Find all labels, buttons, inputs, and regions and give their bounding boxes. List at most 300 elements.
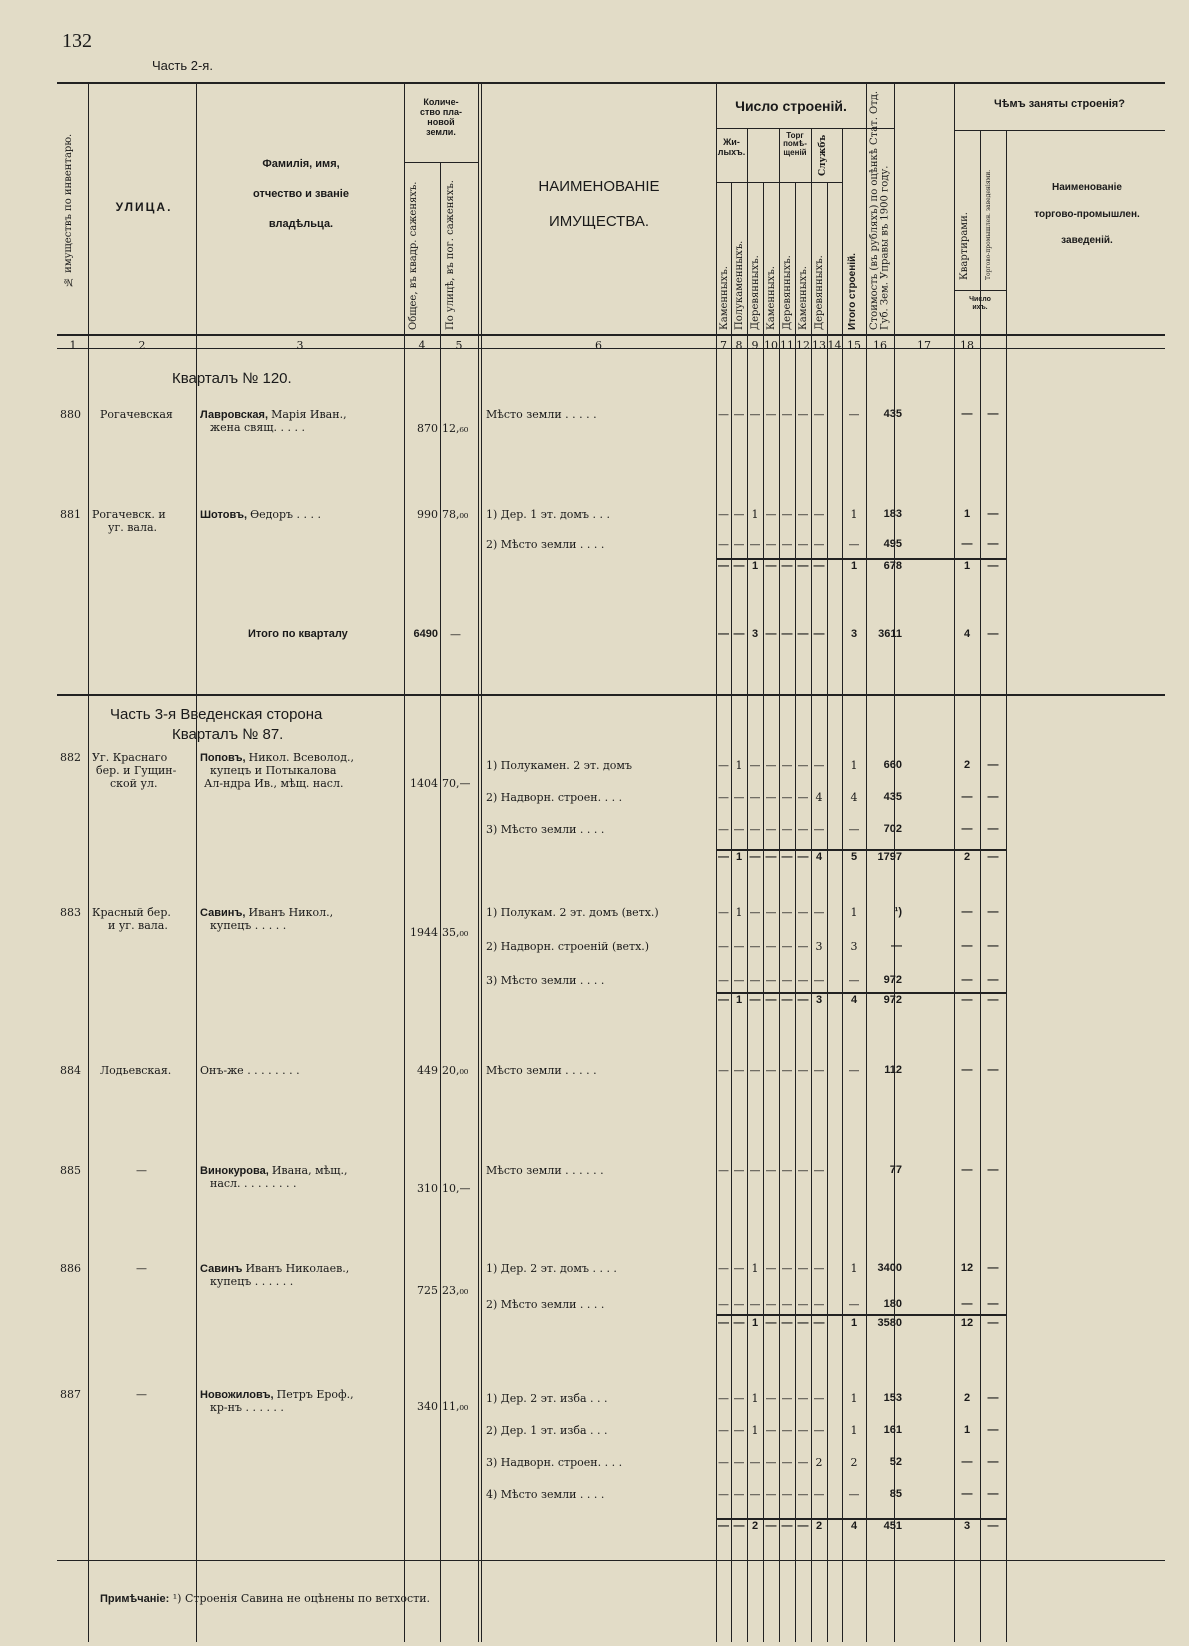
buildings-c11: — bbox=[781, 906, 793, 919]
quarter-total-label: Итого по кварталу bbox=[248, 628, 348, 640]
inventory-number: 883 bbox=[60, 906, 81, 919]
property-name: 2) Надворн. строен. . . . bbox=[486, 791, 623, 804]
buildings-c9: — bbox=[749, 1456, 761, 1469]
owner-surname: Поповъ, bbox=[200, 752, 249, 764]
buildings-c14: 4 bbox=[850, 994, 858, 1006]
cost-value: 972 bbox=[883, 994, 902, 1006]
buildings-c14: 1 bbox=[850, 1262, 858, 1275]
buildings-c11: — bbox=[781, 1262, 793, 1275]
buildings-c11: — bbox=[781, 823, 793, 836]
cost-value: 495 bbox=[883, 538, 902, 550]
street-name: Лодьевская. bbox=[100, 1064, 172, 1077]
buildings-c10: — bbox=[765, 408, 777, 421]
buildings-c10: — bbox=[765, 628, 777, 640]
buildings-c14: — bbox=[848, 1298, 860, 1311]
owner-line2: купецъ . . . . . . bbox=[210, 1275, 294, 1288]
buildings-c13: 4 bbox=[815, 851, 823, 863]
buildings-c7: — bbox=[718, 940, 729, 953]
establishments-count: — bbox=[987, 1317, 999, 1329]
buildings-c10: — bbox=[765, 940, 777, 953]
buildings-c11: — bbox=[781, 508, 793, 521]
buildings-c9: — bbox=[749, 759, 761, 772]
buildings-c13: — bbox=[813, 1164, 825, 1177]
establishments-count: — bbox=[987, 823, 999, 835]
street-name: Рогачевск. и bbox=[92, 508, 166, 521]
property-name: 1) Полукамен. 2 эт. домъ bbox=[486, 759, 632, 772]
apartments-count: 3 bbox=[963, 1520, 971, 1532]
buildings-c12: — bbox=[797, 508, 809, 521]
buildings-c9: — bbox=[749, 994, 761, 1006]
buildings-c9: 3 bbox=[751, 628, 759, 640]
buildings-c7: — bbox=[718, 1456, 729, 1469]
buildings-c14: — bbox=[848, 408, 860, 421]
buildings-c8: — bbox=[733, 538, 745, 551]
area-total: 310 bbox=[417, 1182, 438, 1195]
header-col11: Деревянныхъ. bbox=[782, 255, 793, 330]
cost-value: ¹) bbox=[894, 906, 902, 918]
buildings-c10: — bbox=[765, 1392, 777, 1405]
header-buildings-count: Число строеній. bbox=[735, 98, 847, 114]
establishments-count: — bbox=[987, 994, 999, 1006]
cost-value: 153 bbox=[883, 1392, 902, 1404]
buildings-c7: — bbox=[718, 628, 729, 640]
buildings-c12: — bbox=[797, 994, 809, 1006]
street-name: — bbox=[136, 1164, 147, 1177]
buildings-c12: — bbox=[797, 906, 809, 919]
street-frontage: 78,₀₀ bbox=[442, 508, 469, 521]
buildings-c10: — bbox=[765, 994, 777, 1006]
establishments-count: — bbox=[987, 1298, 999, 1310]
apartments-count: — bbox=[961, 791, 973, 803]
buildings-c9: — bbox=[749, 974, 761, 987]
buildings-c9: 1 bbox=[751, 508, 759, 521]
cost-value: — bbox=[891, 940, 902, 952]
buildings-c10: — bbox=[765, 851, 777, 863]
owner-name: Ивана, мѣщ., bbox=[271, 1164, 348, 1177]
buildings-c7: — bbox=[718, 974, 729, 987]
buildings-c11: — bbox=[781, 628, 793, 640]
buildings-c9: — bbox=[749, 408, 761, 421]
cost-value: 702 bbox=[883, 823, 902, 835]
buildings-c10: — bbox=[765, 1488, 777, 1501]
owner-name: Никол. Всеволод., bbox=[248, 751, 354, 764]
inventory-number: 887 bbox=[60, 1388, 81, 1401]
buildings-c13: — bbox=[813, 906, 825, 919]
buildings-c12: — bbox=[797, 628, 809, 640]
buildings-c7: — bbox=[718, 1064, 729, 1077]
header-col13: Деревянныхъ. bbox=[814, 255, 825, 330]
establishments-count: — bbox=[987, 791, 999, 803]
buildings-c13: 2 bbox=[815, 1456, 823, 1469]
buildings-c12: — bbox=[797, 1424, 809, 1437]
buildings-c13: — bbox=[813, 1488, 825, 1501]
property-name: 1) Дер. 2 эт. домъ . . . . bbox=[486, 1262, 617, 1275]
cost-value: 435 bbox=[883, 408, 902, 420]
buildings-c13: — bbox=[813, 759, 825, 772]
owner-line3: Ал-ндра Ив., мѣщ. насл. bbox=[204, 777, 344, 790]
buildings-c12: — bbox=[797, 1392, 809, 1405]
subtotal-rule bbox=[716, 1314, 1006, 1316]
area-total: 725 bbox=[417, 1284, 438, 1297]
buildings-c10: — bbox=[765, 1164, 777, 1177]
owner-name: Иванъ Николаев., bbox=[245, 1262, 350, 1275]
header-property-name: НАИМЕНОВАНІЕ ИМУЩЕСТВА. bbox=[538, 178, 660, 230]
buildings-c8: — bbox=[733, 560, 745, 572]
buildings-c10: — bbox=[765, 759, 777, 772]
buildings-c9: 1 bbox=[751, 1262, 759, 1275]
buildings-c7: — bbox=[718, 1298, 729, 1311]
apartments-count: 1 bbox=[963, 1424, 971, 1436]
buildings-c12: — bbox=[797, 560, 809, 572]
street-frontage: 35,₀₀ bbox=[442, 926, 469, 939]
buildings-c7: — bbox=[718, 791, 729, 804]
apartments-count: 2 bbox=[963, 759, 971, 771]
buildings-c8: — bbox=[733, 823, 745, 836]
owner-line2: купецъ . . . . . bbox=[210, 919, 287, 932]
establishments-count: — bbox=[987, 1520, 999, 1532]
buildings-c8: 1 bbox=[735, 759, 743, 772]
establishments-count: — bbox=[987, 759, 999, 771]
header-trade: Торг помѣ- щеній bbox=[783, 131, 807, 157]
buildings-c9: 1 bbox=[751, 1317, 759, 1329]
establishments-count: — bbox=[987, 538, 999, 550]
street-name: — bbox=[136, 1388, 147, 1401]
street-frontage: 10,— bbox=[442, 1182, 471, 1195]
area-total: 1944 bbox=[410, 926, 438, 939]
owner-surname: Винокурова, bbox=[200, 1165, 272, 1177]
buildings-c9: — bbox=[749, 851, 761, 863]
cost-value: 678 bbox=[883, 560, 902, 572]
buildings-c8: — bbox=[733, 1064, 745, 1077]
buildings-c12: — bbox=[797, 1317, 809, 1329]
buildings-c7: — bbox=[718, 560, 729, 572]
owner-line2: жена свящ. . . . . bbox=[210, 421, 306, 434]
apartments-count: — bbox=[961, 538, 973, 550]
property-name: 3) Мѣсто земли . . . . bbox=[486, 823, 605, 836]
part-3-title: Часть 3-я Введенская сторона bbox=[110, 706, 323, 723]
area-total: 340 bbox=[417, 1400, 438, 1413]
apartments-count: — bbox=[961, 906, 973, 918]
cost-value: 112 bbox=[884, 1064, 902, 1076]
street-frontage: 11,₀₀ bbox=[442, 1400, 469, 1413]
buildings-c14: 1 bbox=[850, 508, 858, 521]
apartments-count: — bbox=[961, 1488, 973, 1500]
quarter-total-front: — bbox=[450, 628, 461, 641]
buildings-c14: 1 bbox=[850, 1392, 858, 1405]
header-owner: Фамилія, имя, отчество и званіе владѣльца. bbox=[253, 158, 349, 230]
buildings-c8: — bbox=[733, 1298, 745, 1311]
property-name: 2) Надворн. строеній (ветх.) bbox=[486, 940, 650, 953]
buildings-c11: — bbox=[781, 940, 793, 953]
establishments-count: — bbox=[987, 940, 999, 952]
buildings-c14: 4 bbox=[850, 1520, 858, 1532]
buildings-c11: — bbox=[781, 1064, 793, 1077]
street-name-2: уг. вала. bbox=[108, 521, 158, 534]
establishments-count: — bbox=[987, 1456, 999, 1468]
buildings-c14: — bbox=[848, 538, 860, 551]
buildings-c13: — bbox=[813, 508, 825, 521]
header-establishment-names: Наименованіе торгово-промышлен. заведеній. bbox=[1034, 182, 1140, 246]
property-name: Мѣсто земли . . . . . bbox=[486, 1064, 597, 1077]
owner-cell bbox=[200, 508, 400, 523]
buildings-c11: — bbox=[781, 1424, 793, 1437]
buildings-c13: 3 bbox=[815, 940, 823, 953]
buildings-c7: — bbox=[718, 994, 729, 1006]
buildings-c12: — bbox=[797, 1520, 809, 1532]
buildings-c8: — bbox=[733, 940, 745, 953]
table-bottom-rule bbox=[57, 1560, 1165, 1561]
buildings-c8: 1 bbox=[735, 851, 743, 863]
buildings-c14: 1 bbox=[850, 759, 858, 772]
header-col8: Полукаменныхъ. bbox=[734, 240, 745, 330]
owner-name: Ѳедоръ . . . . bbox=[250, 508, 322, 521]
owner-line2: купецъ и Потыкалова bbox=[210, 764, 337, 777]
apartments-count: 12 bbox=[960, 1262, 974, 1274]
buildings-c8: — bbox=[733, 1262, 745, 1275]
cost-value: 1797 bbox=[877, 851, 902, 863]
apartments-count: 1 bbox=[963, 508, 971, 520]
buildings-c7: — bbox=[718, 408, 729, 421]
part-label: Часть 2-я. bbox=[152, 58, 213, 73]
buildings-c13: — bbox=[813, 560, 825, 572]
buildings-c9: — bbox=[749, 1488, 761, 1501]
buildings-c12: — bbox=[797, 791, 809, 804]
buildings-c8: — bbox=[733, 1164, 745, 1177]
property-name: 3) Надворн. строен. . . . bbox=[486, 1456, 623, 1469]
buildings-c10: — bbox=[765, 538, 777, 551]
buildings-c14: 1 bbox=[850, 906, 858, 919]
buildings-c12: — bbox=[797, 759, 809, 772]
buildings-c8: — bbox=[733, 1392, 745, 1405]
apartments-count: — bbox=[961, 940, 973, 952]
apartments-count: — bbox=[961, 823, 973, 835]
buildings-c12: — bbox=[797, 408, 809, 421]
buildings-c7: — bbox=[718, 823, 729, 836]
buildings-c10: — bbox=[765, 1298, 777, 1311]
buildings-c9: — bbox=[749, 1164, 761, 1177]
property-name: 4) Мѣсто земли . . . . bbox=[486, 1488, 605, 1501]
header-col9: Деревянныхъ. bbox=[750, 255, 761, 330]
header-apartments: Квартирами. bbox=[959, 212, 970, 280]
buildings-c14: 2 bbox=[850, 1456, 858, 1469]
apartments-count: 2 bbox=[963, 1392, 971, 1404]
cost-value: 180 bbox=[883, 1298, 902, 1310]
property-name: Мѣсто земли . . . . . bbox=[486, 408, 597, 421]
establishments-count: — bbox=[987, 560, 999, 572]
apartments-count: — bbox=[961, 1456, 973, 1468]
establishments-count: — bbox=[987, 974, 999, 986]
establishments-count: — bbox=[987, 628, 999, 640]
buildings-c13: 4 bbox=[815, 791, 823, 804]
buildings-c13: — bbox=[813, 408, 825, 421]
buildings-c9: — bbox=[749, 1298, 761, 1311]
cost-value: 972 bbox=[883, 974, 902, 986]
street-frontage: 70,— bbox=[442, 777, 471, 790]
buildings-c12: — bbox=[797, 1298, 809, 1311]
buildings-c7: — bbox=[718, 1262, 729, 1275]
buildings-c11: — bbox=[781, 759, 793, 772]
header-services: Службъ bbox=[818, 134, 828, 176]
buildings-c11: — bbox=[781, 408, 793, 421]
street-name-3: ской ул. bbox=[110, 777, 158, 790]
buildings-c10: — bbox=[765, 1317, 777, 1329]
establishments-count: — bbox=[987, 508, 999, 520]
buildings-c13: — bbox=[813, 1424, 825, 1437]
buildings-c10: — bbox=[765, 823, 777, 836]
buildings-c14: — bbox=[848, 974, 860, 987]
buildings-c9: 1 bbox=[751, 560, 759, 572]
buildings-c12: — bbox=[797, 1064, 809, 1077]
header-living: Жи- лыхъ. bbox=[717, 137, 746, 157]
apartments-count: — bbox=[961, 994, 973, 1006]
property-name: 1) Полукам. 2 эт. домъ (ветх.) bbox=[486, 906, 659, 919]
buildings-c8: — bbox=[733, 508, 745, 521]
street-name-2: бер. и Гущин- bbox=[96, 764, 177, 777]
buildings-c10: — bbox=[765, 508, 777, 521]
property-name: 3) Мѣсто земли . . . . bbox=[486, 974, 605, 987]
establishments-count: — bbox=[987, 906, 999, 918]
buildings-c9: 1 bbox=[751, 1424, 759, 1437]
quarter-87-title: Кварталъ № 87. bbox=[172, 726, 284, 743]
cost-value: 3400 bbox=[877, 1262, 902, 1274]
buildings-c12: — bbox=[797, 823, 809, 836]
cost-value: 161 bbox=[883, 1424, 902, 1436]
buildings-c7: — bbox=[718, 759, 729, 772]
street-name: Уг. Краснаго bbox=[92, 751, 168, 764]
buildings-c8: — bbox=[733, 1520, 745, 1532]
street-frontage: 23,₀₀ bbox=[442, 1284, 469, 1297]
owner-line2: кр-нъ . . . . . . bbox=[210, 1401, 284, 1414]
buildings-c11: — bbox=[781, 1317, 793, 1329]
buildings-c9: 1 bbox=[751, 1392, 759, 1405]
buildings-c9: — bbox=[749, 538, 761, 551]
buildings-c9: — bbox=[749, 791, 761, 804]
establishments-count: — bbox=[987, 1488, 999, 1500]
buildings-c11: — bbox=[781, 538, 793, 551]
street-name: — bbox=[136, 1262, 147, 1275]
buildings-c8: — bbox=[733, 1456, 745, 1469]
owner-name: Петръ Ероф., bbox=[276, 1388, 354, 1401]
buildings-c13: — bbox=[813, 1298, 825, 1311]
apartments-count: 12 bbox=[960, 1317, 974, 1329]
buildings-c11: — bbox=[781, 1488, 793, 1501]
header-col14: Итого строеній. bbox=[847, 253, 858, 330]
owner-surname: Шотовъ, bbox=[200, 509, 251, 521]
owner-line2: насл. . . . . . . . . bbox=[210, 1177, 297, 1190]
header-cost: Стоимость (въ рубляхъ) по оцѣнкѣ Стат. Отд. Губ. Зем. Управы въ 1900 году. bbox=[869, 90, 891, 330]
buildings-c14: — bbox=[848, 1064, 860, 1077]
header-col12: Каменныхъ. bbox=[798, 266, 809, 330]
cost-value: 660 bbox=[883, 759, 902, 771]
buildings-c11: — bbox=[781, 1456, 793, 1469]
header-col7: Каменныхъ. bbox=[719, 266, 730, 330]
street-frontage: 12,₆₀ bbox=[442, 422, 469, 435]
buildings-c14: — bbox=[848, 1488, 860, 1501]
buildings-c12: — bbox=[797, 1262, 809, 1275]
owner-name: Марія Иван., bbox=[271, 408, 347, 421]
cost-value: 3611 bbox=[878, 628, 902, 640]
apartments-count: — bbox=[961, 1298, 973, 1310]
buildings-c7: — bbox=[718, 1520, 729, 1532]
header-street-frontage: По улицѣ, въ пог. саженяхъ. bbox=[445, 180, 456, 330]
buildings-c10: — bbox=[765, 560, 777, 572]
area-total: 870 bbox=[417, 422, 438, 435]
footnote bbox=[100, 1592, 430, 1605]
cost-value: 183 bbox=[883, 508, 902, 520]
header-occupied: Чѣмъ заняты строенія? bbox=[994, 98, 1125, 110]
buildings-c13: 3 bbox=[815, 994, 823, 1006]
owner-surname: Новожиловъ, bbox=[200, 1389, 277, 1401]
property-name: 2) Мѣсто земли . . . . bbox=[486, 538, 605, 551]
quarter-120-title: Кварталъ № 120. bbox=[172, 370, 292, 387]
buildings-c13: — bbox=[813, 823, 825, 836]
header-area-total: Общее, въ квадр. саженяхъ. bbox=[408, 181, 419, 330]
buildings-c8: — bbox=[733, 1488, 745, 1501]
street-name: Красный бер. bbox=[92, 906, 171, 919]
buildings-c14: 1 bbox=[850, 1424, 858, 1437]
owner-surname: Савинъ, bbox=[200, 907, 249, 919]
establishments-count: — bbox=[987, 1164, 999, 1176]
property-name: Мѣсто земли . . . . . . bbox=[486, 1164, 604, 1177]
buildings-c10: — bbox=[765, 1064, 777, 1077]
buildings-c7: — bbox=[718, 906, 729, 919]
apartments-count: 4 bbox=[963, 628, 971, 640]
buildings-c9: — bbox=[749, 823, 761, 836]
inventory-number: 884 bbox=[60, 1064, 81, 1077]
street-frontage: 20,₀₀ bbox=[442, 1064, 469, 1077]
buildings-c8: — bbox=[733, 628, 745, 640]
cost-value: 52 bbox=[889, 1456, 902, 1468]
buildings-c9: — bbox=[749, 940, 761, 953]
buildings-c10: — bbox=[765, 791, 777, 804]
header-col10: Каменныхъ. bbox=[766, 266, 777, 330]
owner-surname: Савинъ bbox=[200, 1263, 246, 1275]
buildings-c12: — bbox=[797, 940, 809, 953]
cost-value: 3580 bbox=[877, 1317, 902, 1329]
area-total: 990 bbox=[417, 508, 438, 521]
buildings-c12: — bbox=[797, 1456, 809, 1469]
buildings-c12: — bbox=[797, 538, 809, 551]
buildings-c7: — bbox=[718, 1392, 729, 1405]
inventory-number: 882 bbox=[60, 751, 81, 764]
buildings-c14: 5 bbox=[850, 851, 858, 863]
quarter-total-area: 6490 bbox=[413, 628, 438, 640]
property-name: 2) Мѣсто земли . . . . bbox=[486, 1298, 605, 1311]
buildings-c13: — bbox=[813, 628, 825, 640]
owner-name: Иванъ Никол., bbox=[248, 906, 334, 919]
buildings-c14: 3 bbox=[850, 940, 858, 953]
buildings-c7: — bbox=[718, 851, 729, 863]
buildings-c12: — bbox=[797, 851, 809, 863]
buildings-c9: 2 bbox=[751, 1520, 759, 1532]
buildings-c9: — bbox=[749, 906, 761, 919]
establishments-count: — bbox=[987, 1392, 999, 1404]
street-name-2: и уг. вала. bbox=[108, 919, 168, 932]
apartments-count: 2 bbox=[963, 851, 971, 863]
buildings-c13: 2 bbox=[815, 1520, 823, 1532]
buildings-c13: — bbox=[813, 1064, 825, 1077]
buildings-c8: — bbox=[733, 1424, 745, 1437]
page-number: 132 bbox=[62, 30, 92, 52]
area-total: 449 bbox=[417, 1064, 438, 1077]
buildings-c11: — bbox=[781, 994, 793, 1006]
apartments-count: — bbox=[961, 974, 973, 986]
cost-value: 85 bbox=[889, 1488, 902, 1500]
buildings-c11: — bbox=[781, 791, 793, 804]
buildings-c10: — bbox=[765, 974, 777, 987]
buildings-c13: — bbox=[813, 1317, 825, 1329]
establishments-count: — bbox=[987, 851, 999, 863]
